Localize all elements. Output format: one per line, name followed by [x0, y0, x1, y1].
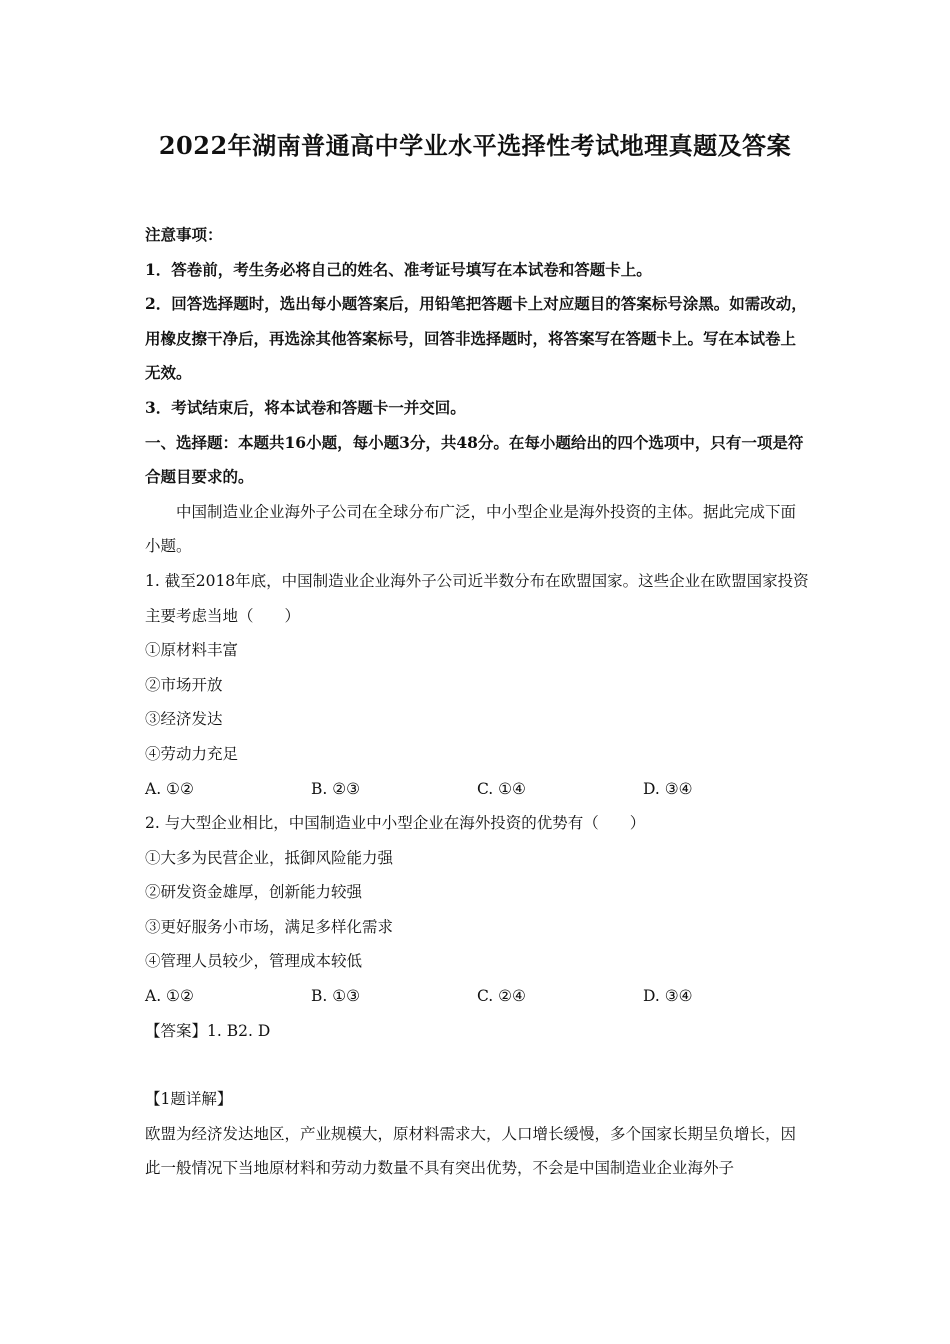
- question-1-item: ②市场开放: [145, 675, 223, 694]
- option-d: D. ③④: [643, 779, 693, 798]
- question-2-item: ③更好服务小市场，满足多样化需求: [145, 917, 394, 936]
- notice-heading: 注意事项：: [145, 225, 223, 244]
- page-title: 2022年湖南普通高中学业水平选择性考试地理真题及答案: [158, 131, 792, 160]
- question-1-item: ③经济发达: [145, 710, 223, 729]
- spacer: [145, 1048, 809, 1082]
- option-b: B. ②③: [311, 779, 361, 798]
- option-b: B. ①③: [311, 987, 361, 1006]
- question-2-stem: 2. 与大型企业相比，中国制造业中小型企业在海外投资的优势有（ ）: [145, 814, 646, 833]
- question-1-stem: 1. 截至2018年底，中国制造业企业海外子公司近半数分布在欧盟国家。这些企业在欧盟国家投资主要考虑当地（ ）: [145, 571, 809, 625]
- question-1-options: [145, 772, 809, 807]
- notice-item-1: 1．答卷前，考生务必将自己的姓名、准考证号填写在本试卷和答题卡上。: [145, 259, 652, 279]
- option-a: A. ①②: [145, 987, 194, 1006]
- detail-text: 欧盟为经济发达地区，产业规模大，原材料需求大，人口增长缓慢，多个国家长期呈负增长，因此一般情况下当地原材料和劳动力数量不具有突出优势，不会是中国制造业企业海外子: [145, 1124, 797, 1178]
- section-heading: 一、选择题：本题共16小题，每小题3分，共48分。在每小题给出的四个选项中，只有一项是符合题目要求的。: [145, 432, 804, 487]
- notice-item-3: 3．考试结束后，将本试卷和答题卡一并交回。: [145, 397, 466, 417]
- question-2-options: [145, 979, 809, 1014]
- option-c: C. ①④: [477, 779, 526, 798]
- option-d: D. ③④: [643, 987, 693, 1006]
- question-2-item: ①大多为民营企业，抵御风险能力强: [145, 848, 394, 867]
- passage-intro: 中国制造业企业海外子公司在全球分布广泛，中小型企业是海外投资的主体。据此完成下面小题。: [145, 502, 797, 556]
- answer-line: 【答案】1. B2. D: [145, 1021, 271, 1040]
- option-c: C. ②④: [477, 987, 526, 1006]
- document-body: [145, 218, 809, 1186]
- notice-item-2: 2．回答选择题时，选出每小题答案后，用铅笔把答题卡上对应题目的答案标号涂黑。如需改动，用橡皮擦干净后，再选涂其他答案标号，回答非选择题时，将答案写在答题卡上。写在本试卷上无效。: [145, 294, 807, 383]
- question-1-item: ④劳动力充足: [145, 744, 239, 763]
- question-2-item: ②研发资金雄厚，创新能力较强: [145, 883, 363, 902]
- question-2-item: ④管理人员较少，管理成本较低: [145, 952, 363, 971]
- option-a: A. ①②: [145, 779, 194, 798]
- question-1-item: ①原材料丰富: [145, 641, 239, 660]
- detail-heading: 【1题详解】: [145, 1090, 233, 1109]
